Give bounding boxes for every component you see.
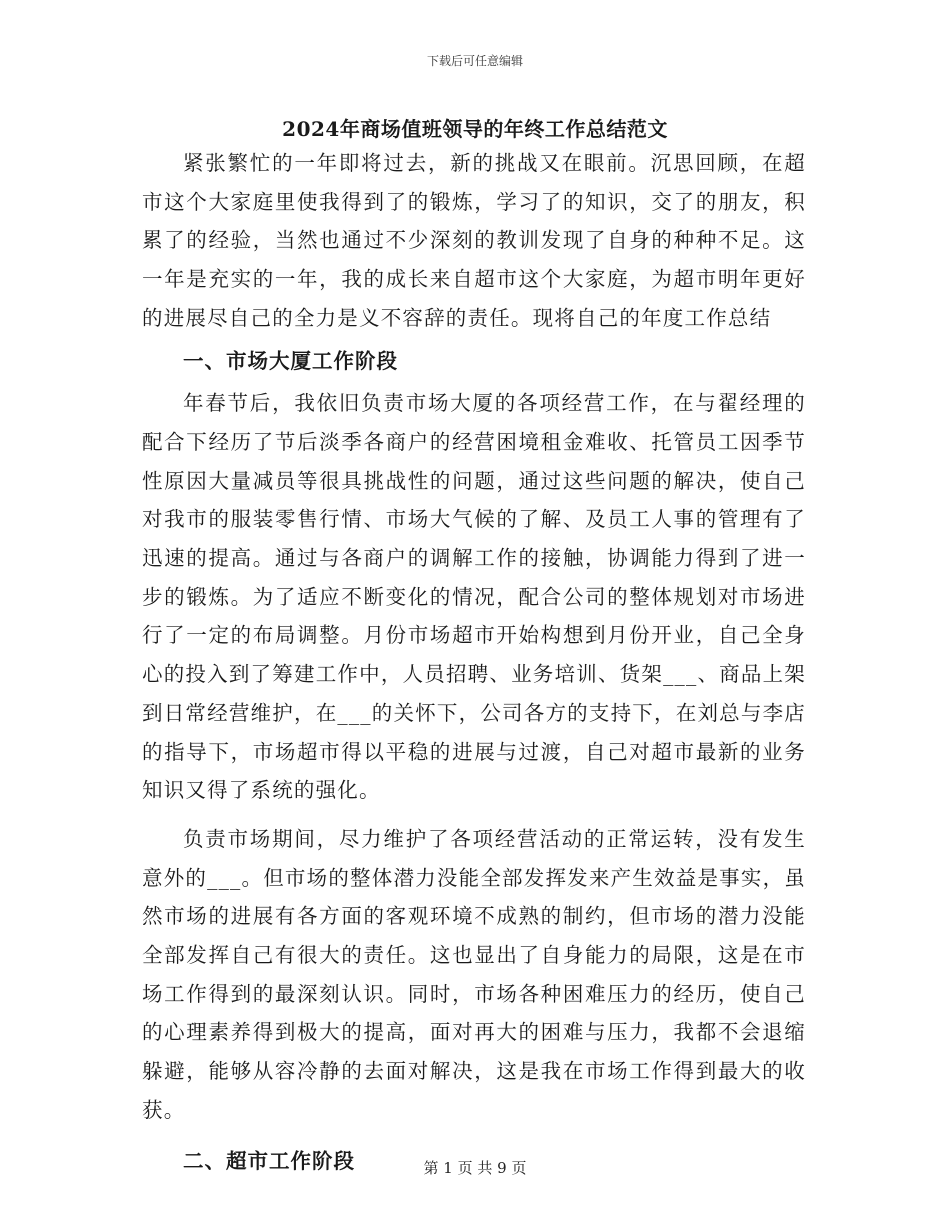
document-body <box>142 144 806 1184</box>
page-number: 第 1 页 共 9 页 <box>423 1159 527 1177</box>
section1-paragraph-2: 负责市场期间，尽力维护了各项经营活动的正常运转，没有发生意外的___。但市场的整体潜力没能全部发挥发来产生效益是事实，虽然市场的进展有各方面的客观环境不成熟的制约，但市场的潜力没能全部发挥自己有很大的责任。这也显出了自身能力的局限，这是在市场工作得到的最深刻认识。同时，市场各种困难压力的经历，使自己的心理素养得到极大的提高，面对再大的困难与压力，我都不会退缩躲避，能够从容冷静的去面对解决，这是我在市场工作得到最大的收获。 <box>142 826 806 1122</box>
section-heading-2: 二、超市工作阶段 <box>183 1148 355 1173</box>
header-note: 下载后可任意编辑 <box>426 54 523 68</box>
section1-paragraph-1: 年春节后，我依旧负责市场大厦的各项经营工作，在与翟经理的配合下经历了节后淡季各商户的经营困境租金难收、托管员工因季节性原因大量减员等很具挑战性的问题，通过这些问题的解决，使自己对我市的服装零售行情、市场大气候的了解、及员工人事的管理有了迅速的提高。通过与各商户的调解工作的接触，协调能力得到了进一步的锻炼。为了适应不断变化的情况，配合公司的整体规划对市场进行了一定的布局调整。月份市场超市开始构想到月份开业，自己全身心的投入到了筹建工作中，人员招聘、业务培训、货架___、商品上架到日常经营维护，在___的关怀下，公司各方的支持下，在刘总与李店的指导下，市场超市得以平稳的进展与过渡，自己对超市最新的业务知识又得了系统的强化。 <box>142 391 806 803</box>
section-heading-1: 一、市场大厦工作阶段 <box>183 348 398 373</box>
document-title: 2024年商场值班领导的年终工作总结范文 <box>282 117 668 141</box>
intro-paragraph: 紧张繁忙的一年即将过去，新的挑战又在眼前。沉思回顾，在超市这个大家庭里使我得到了的锻炼，学习了的知识，交了的朋友，积累了的经验，当然也通过不少深刻的教训发现了自身的种种不足。这一年是充实的一年，我的成长来自超市这个大家庭，为超市明年更好的进展尽自己的全力是义不容辞的责任。现将自己的年度工作总结 <box>142 151 806 330</box>
